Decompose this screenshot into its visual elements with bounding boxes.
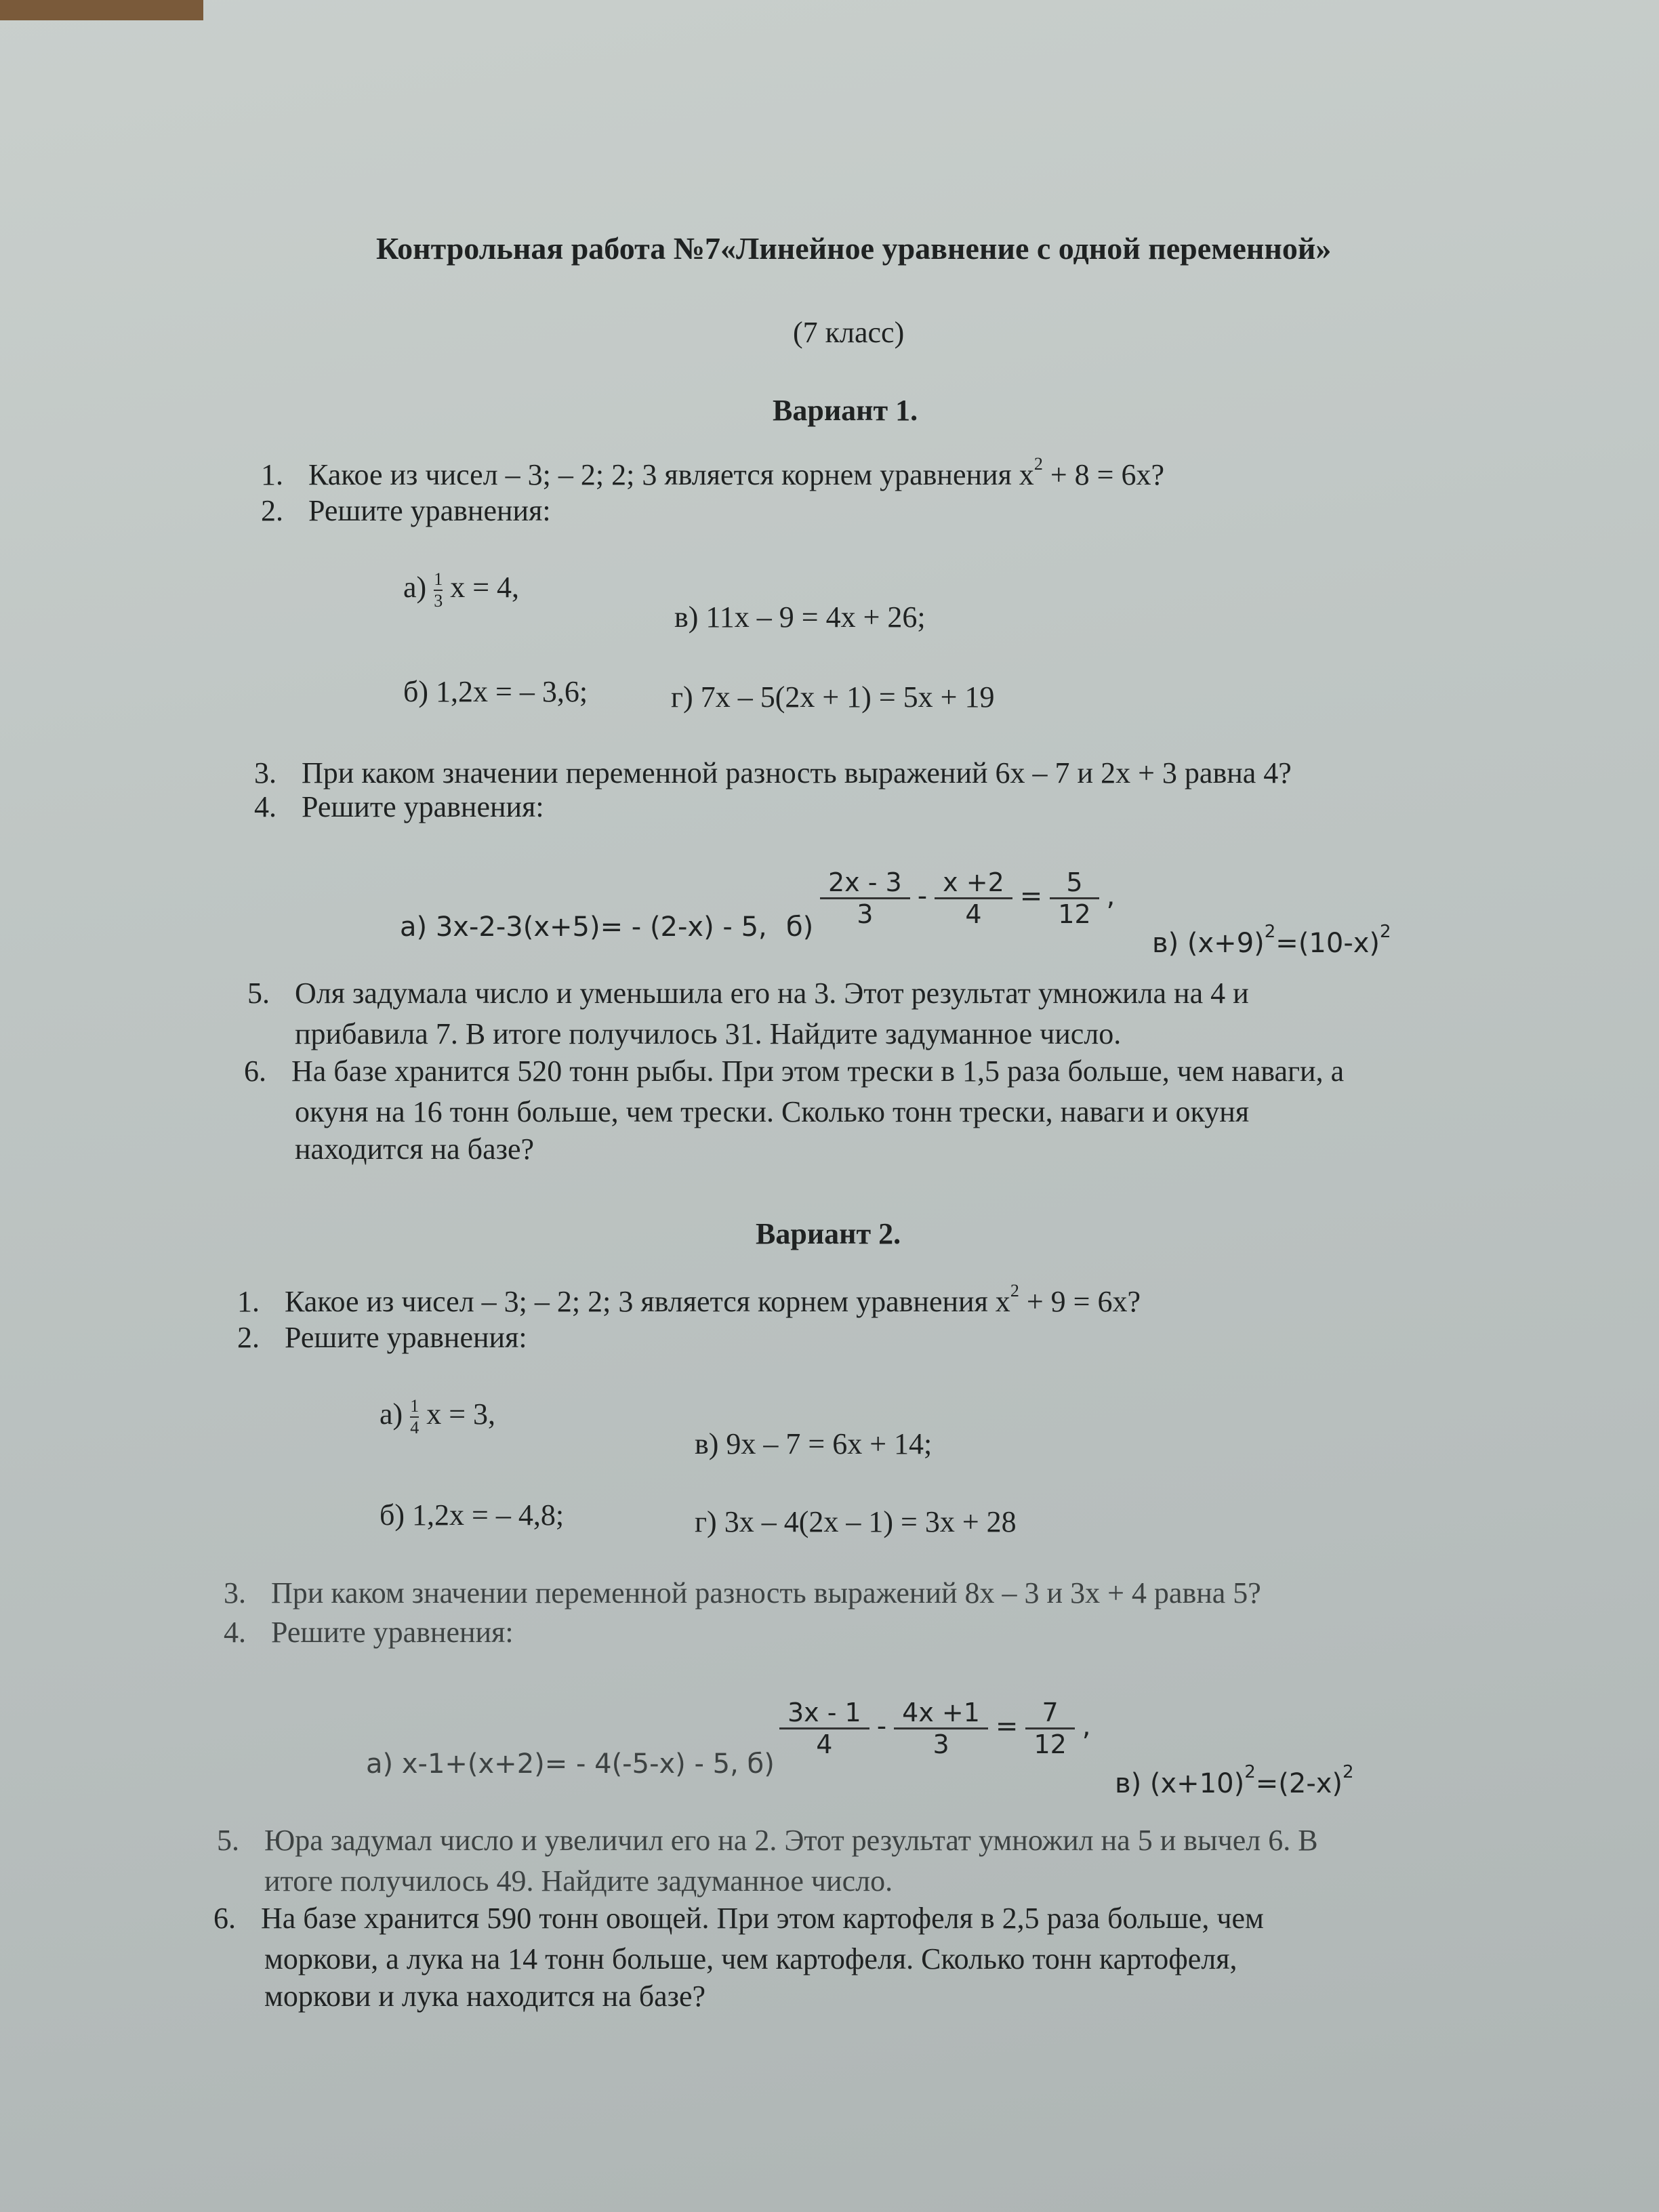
denominator: 12 <box>1058 899 1091 929</box>
numerator: 1 <box>410 1396 419 1418</box>
question-text: Какое из чисел – 3; – 2; 2; 3 является корнем уравнения x <box>308 458 1034 491</box>
v2-eq-a <box>380 1396 495 1438</box>
numerator: 1 <box>434 569 443 591</box>
question-text: Решите уравнения: <box>285 1321 527 1354</box>
eq-part: в) (x+10) <box>1115 1768 1245 1799</box>
question-text: Решите уравнения: <box>308 494 551 527</box>
denominator: 3 <box>857 899 874 929</box>
question-text-tail: + 9 = 6x? <box>1019 1285 1141 1318</box>
fraction <box>410 1396 419 1438</box>
denominator: 12 <box>1033 1729 1067 1759</box>
numerator: 5 <box>1050 867 1099 899</box>
question-number: 1. <box>261 458 283 491</box>
variant-2-heading: Вариант 2. <box>756 1217 901 1250</box>
comma: , <box>1082 1711 1091 1742</box>
v2-question-2 <box>237 1320 527 1355</box>
v1-eq-b: б) 1,2x = – 3,6; <box>403 675 588 708</box>
denominator: 4 <box>816 1729 833 1759</box>
numerator: x +2 <box>935 867 1012 899</box>
fraction <box>894 1698 988 1759</box>
minus-sign: - <box>876 1711 887 1742</box>
v1-question-6 <box>244 1054 1344 1088</box>
fraction <box>1025 1698 1074 1759</box>
v2-eq-4b <box>779 1698 1091 1759</box>
question-number: 2. <box>237 1321 260 1354</box>
v1-eq-4b-label: б) <box>786 912 814 943</box>
denominator: 4 <box>965 899 982 929</box>
v2-question-6-cont2: моркови и лука находится на базе? <box>264 1980 706 2013</box>
v1-eq-v: в) 11x – 9 = 4x + 26; <box>674 600 926 634</box>
v1-question-1 <box>261 454 1164 492</box>
question-text: Решите уравнения: <box>302 790 544 823</box>
question-text: Юра задумал число и увеличил его на 2. Этот результат умножил на 5 и вычел 6. В <box>264 1824 1318 1857</box>
question-number: 6. <box>213 1902 236 1935</box>
v2-question-1 <box>237 1281 1141 1319</box>
superscript: 2 <box>1380 922 1391 942</box>
question-number: 4. <box>224 1616 246 1649</box>
numerator: 4x +1 <box>894 1698 988 1729</box>
v2-eq-v: в) 9x – 7 = 6x + 14; <box>695 1427 933 1460</box>
superscript: 2 <box>1264 922 1276 942</box>
question-number: 1. <box>237 1285 260 1318</box>
question-text: Оля задумала число и уменьшила его на 3. Этот результат умножила на 4 и <box>295 977 1249 1010</box>
v1-question-5 <box>247 976 1249 1010</box>
superscript: 2 <box>1010 1281 1019 1300</box>
superscript: 2 <box>1033 454 1043 474</box>
question-number: 6. <box>244 1054 266 1088</box>
v2-eq-4a: а) x-1+(x+2)= - 4(-5-x) - 5, б) <box>366 1748 775 1780</box>
question-number: 3. <box>224 1576 246 1610</box>
v1-question-6-cont: окуня на 16 тонн больше, чем трески. Сколько тонн трески, наваги и окуня <box>295 1095 1250 1128</box>
eq-part: в) (x+9) <box>1152 928 1265 959</box>
question-text: Какое из чисел – 3; – 2; 2; 3 является корнем уравнения x <box>285 1285 1010 1318</box>
denominator: 4 <box>410 1418 419 1437</box>
fraction <box>434 569 443 611</box>
v1-question-5-cont: прибавила 7. В итоге получилось 31. Найдите задуманное число. <box>295 1017 1122 1050</box>
grade-label: (7 класс) <box>793 316 905 349</box>
question-number: 5. <box>217 1824 239 1857</box>
fraction <box>935 867 1012 929</box>
question-number: 3. <box>254 756 276 790</box>
v2-question-3 <box>224 1576 1261 1610</box>
question-number: 4. <box>254 790 276 823</box>
question-text: На базе хранится 590 тонн овощей. При этом картофеля в 2,5 раза больше, чем <box>261 1902 1264 1935</box>
eq-label: а) <box>380 1397 403 1431</box>
v2-question-5 <box>217 1823 1318 1858</box>
v1-eq-4b <box>820 867 1115 929</box>
v2-question-4 <box>224 1615 514 1650</box>
v1-eq-4v <box>1152 922 1391 959</box>
fraction <box>1050 867 1099 929</box>
denominator: 3 <box>434 591 443 611</box>
question-text: При каком значении переменной разность выражений 6x – 7 и 2x + 3 равна 4? <box>302 756 1292 790</box>
v1-question-2 <box>261 493 551 528</box>
v2-question-6 <box>213 1901 1264 1936</box>
eq-part: =(2-x) <box>1255 1768 1343 1799</box>
variant-1-heading: Вариант 1. <box>773 394 918 427</box>
superscript: 2 <box>1343 1762 1354 1782</box>
minus-sign: - <box>917 880 928 912</box>
v2-eq-g: г) 3x – 4(2x – 1) = 3x + 28 <box>695 1505 1017 1538</box>
numerator: 2x - 3 <box>820 867 910 899</box>
v1-question-3 <box>254 756 1292 790</box>
question-text: Решите уравнения: <box>271 1616 514 1649</box>
fraction <box>820 867 910 929</box>
question-number: 5. <box>247 977 270 1010</box>
v1-eq-g: г) 7x – 5(2x + 1) = 5x + 19 <box>671 680 995 714</box>
question-text: На базе хранится 520 тонн рыбы. При этом трески в 1,5 раза больше, чем наваги, а <box>291 1054 1345 1088</box>
v2-eq-4v <box>1115 1762 1354 1799</box>
v1-question-6-cont2: находится на базе? <box>295 1132 535 1166</box>
question-text-tail: + 8 = 6x? <box>1042 458 1164 491</box>
page-title: Контрольная работа №7«Линейное уравнение с одной переменной» <box>376 231 1332 266</box>
v2-question-5-cont: итоге получилось 49. Найдите задуманное число. <box>264 1864 893 1898</box>
eq-rest: x = 3, <box>426 1397 496 1431</box>
eq-part: =(10-x) <box>1275 928 1380 959</box>
question-text: При каком значении переменной разность выражений 8x – 3 и 3x + 4 равна 5? <box>271 1576 1261 1610</box>
denominator: 3 <box>933 1729 949 1759</box>
v2-eq-b: б) 1,2x = – 4,8; <box>380 1498 565 1532</box>
fraction <box>779 1698 869 1759</box>
numerator: 3x - 1 <box>779 1698 869 1729</box>
v1-question-4 <box>254 790 544 824</box>
v1-eq-4a: а) 3x-2-3(x+5)= - (2-x) - 5, <box>400 912 767 943</box>
comma: , <box>1106 880 1115 912</box>
equals-sign: = <box>1019 880 1043 912</box>
eq-label: а) <box>403 571 427 605</box>
v2-question-6-cont: моркови, а лука на 14 тонн больше, чем картофеля. Сколько тонн картофеля, <box>264 1942 1237 1975</box>
superscript: 2 <box>1244 1762 1256 1782</box>
eq-rest: x = 4, <box>450 571 520 605</box>
numerator: 7 <box>1025 1698 1074 1729</box>
v1-eq-a <box>403 569 519 611</box>
equals-sign: = <box>995 1711 1019 1742</box>
question-number: 2. <box>261 494 283 527</box>
